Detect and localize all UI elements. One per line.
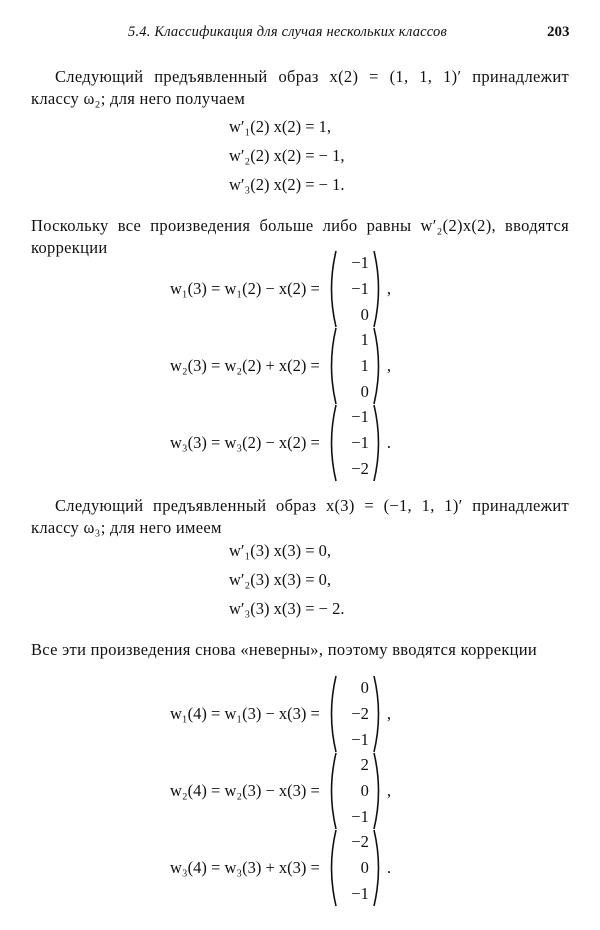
vector-entry: 0 [360,305,369,324]
equation-line: w′₃(2) x(2) = − 1. [229,175,345,194]
equation-line: w′₃(3) x(3) = − 2. [229,599,345,618]
vector-entry: −1 [351,884,369,903]
vector-entry: −1 [351,730,369,749]
vector-entry: −2 [351,704,369,723]
vector-entry: −1 [351,253,369,272]
equation-punctuation: . [386,433,391,452]
equation-punctuation: . [386,858,391,877]
vector-entry: −1 [351,407,369,426]
equation-w1-4 [170,675,391,753]
equation-w2-4 [170,752,391,830]
vector-entry: −2 [351,459,369,478]
vector-entry: −1 [351,807,369,826]
vector-entry: −2 [351,832,369,851]
equation-punctuation: , [386,356,391,375]
equation-punctuation: , [386,704,391,723]
vector-entry: 0 [360,781,369,800]
paragraph-3: Следующий предъявленный образ x(3) = (−1, 1, 1)′ принадлежит классу ω₃; для него имеем [31,496,569,537]
vector-entry: −1 [351,279,369,298]
equation-line: w′₁(2) x(2) = 1, [229,117,332,136]
column-vector [326,250,384,328]
column-vector [326,404,384,482]
equation-line: w′₁(3) x(3) = 0, [229,541,332,560]
equation-line: w′₂(3) x(3) = 0, [229,570,332,589]
equation-punctuation: , [386,781,391,800]
vector-entry: 2 [360,755,369,774]
equation-w2-3 [170,327,391,405]
equation-lhs: w₂(4) = w₂(3) − x(3) = [170,781,320,800]
vector-entry: −1 [351,433,369,452]
paragraph-2: Поскольку все произведения больше либо равны w′₂(2)x(2), вводятся коррекции [31,216,569,257]
column-vector [326,752,384,830]
vector-entry: 0 [360,858,369,877]
column-vector [326,675,384,753]
equation-w3-4 [170,829,391,907]
page-number: 203 [547,24,570,40]
equation-w3-3 [170,404,391,482]
equation-lhs: w₃(3) = w₃(2) − x(2) = [170,433,320,452]
column-vector [326,327,384,405]
vector-entry: 0 [360,382,369,401]
equation-lhs: w₁(4) = w₁(3) − x(3) = [170,704,320,723]
column-vector [326,829,384,907]
running-header-title: 5.4. Классификация для случая нескольких классов [128,24,447,40]
equation-lhs: w₂(3) = w₂(2) + x(2) = [170,356,320,375]
paragraph-4: Все эти произведения снова «неверны», поэтому вводятся коррекции [31,640,538,659]
equation-line: w′₂(2) x(2) = − 1, [229,146,345,165]
vector-entry: 0 [360,678,369,697]
equation-lhs: w₃(4) = w₃(3) + x(3) = [170,858,320,877]
vector-entry: 1 [360,356,369,375]
equation-lhs: w₁(3) = w₁(2) − x(2) = [170,279,320,298]
equation-w1-3 [170,250,391,328]
paragraph-1: Следующий предъявленный образ x(2) = (1, 1, 1)′ принадлежит классу ω₂; для него получаем [31,67,569,108]
vector-entry: 1 [360,330,369,349]
equation-punctuation: , [386,279,391,298]
